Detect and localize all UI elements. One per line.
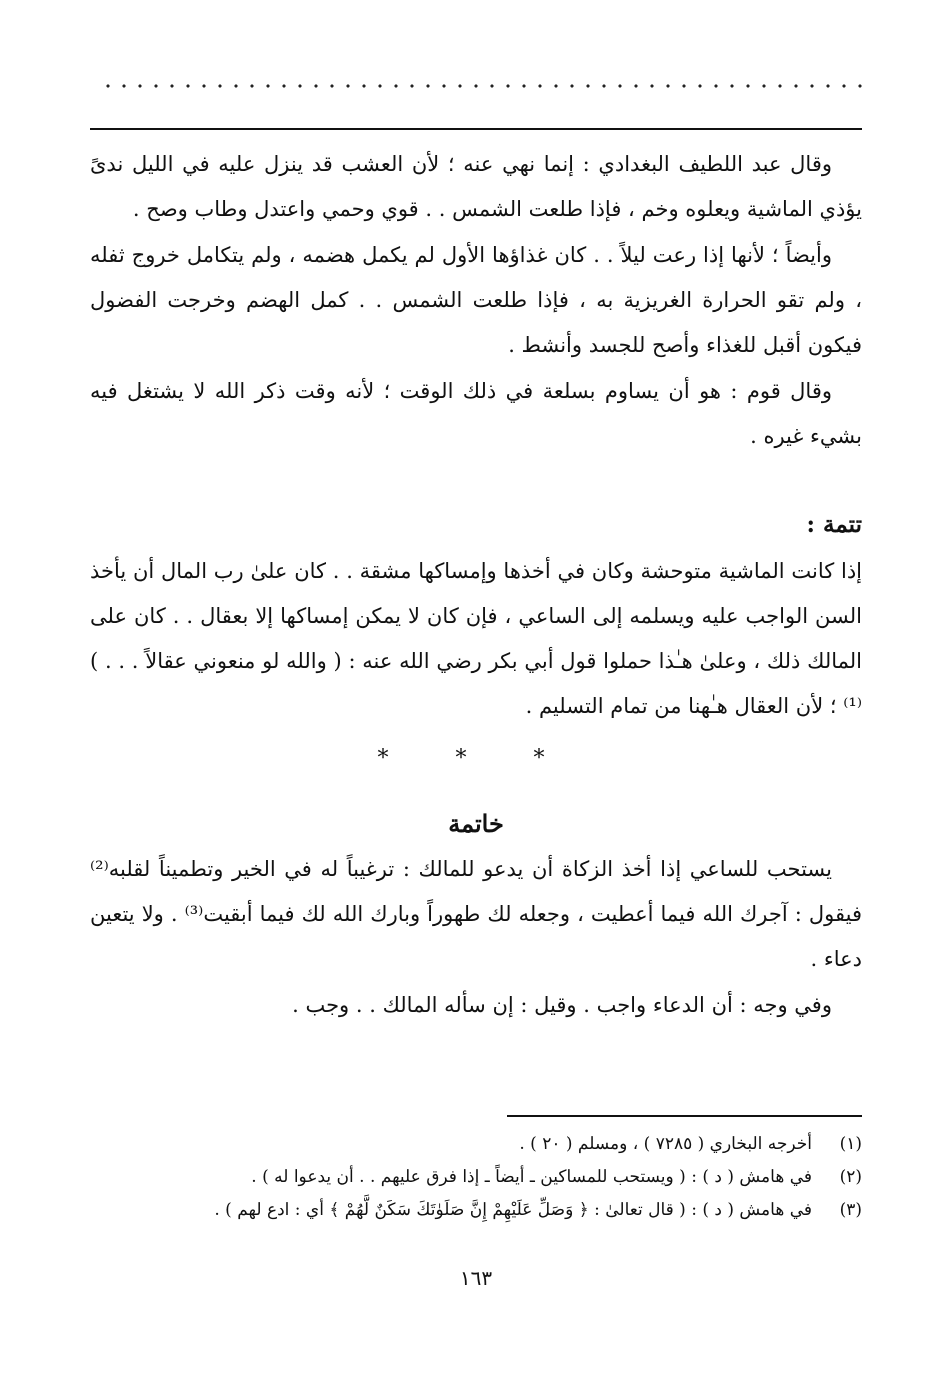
footnote-2 <box>90 1161 862 1194</box>
footnote-text: في هامش ( د ) : ( ويستحب للمساكين ـ أيضاً ـ إذا فرق عليهم . . أن يدعوا له ) . <box>251 1167 812 1187</box>
footnotes <box>90 1128 862 1227</box>
section-separator: * * * <box>377 746 575 771</box>
page-number: ١٦٣ <box>459 1266 493 1290</box>
dotted-header-rule <box>100 84 862 88</box>
main-text <box>90 142 862 1029</box>
footnote-number: (٢) <box>839 1167 862 1187</box>
tatimma-heading: تتمة : <box>806 511 862 538</box>
book-page <box>90 70 862 1330</box>
footnote-rule <box>507 1115 862 1117</box>
paragraph-qawm: وقال قوم : هو أن يساوم بسلعة في ذلك الوقت ؛ لأنه وقت ذكر الله لا يشتغل فيه بشيء غيره . <box>90 379 862 448</box>
header-rule <box>90 128 862 130</box>
footnote-number: (١) <box>839 1134 862 1154</box>
khatima-paragraph-1: يستحب للساعي إذا أخذ الزكاة أن يدعو للمالك : ترغيباً له في الخير وتطميناً لقلبه⁽²⁾ فيقول : آجرك الله فيما أعطيت ، وجعله لك طهوراً وبارك الله لك فيما أبقيت⁽³⁾ . ولا يتعين دعاء . <box>90 857 862 971</box>
tatimma-paragraph: إذا كانت الماشية متوحشة وكان في أخذها وإمساكها مشقة . . كان علىٰ رب المال أن يأخذ السن الواجب عليه ويسلمه إلى الساعي ، فإن كان لا يمكن إمساكها إلا بعقال . . كان على المالك ذلك ، وعلىٰ هـٰذا حملوا قول أبي بكر رضي الله عنه : ( والله لو منعوني عقالاً . . . )⁽¹⁾ ؛ لأن العقال هـٰهنا من تمام التسليم . <box>90 559 862 718</box>
khatima-paragraph-2: وفي وجه : أن الدعاء واجب . وقيل : إن سأله المالك . . وجب . <box>292 993 832 1017</box>
khatima-heading: خاتمة <box>448 809 504 838</box>
footnote-text: أخرجه البخاري ( ٧٢٨٥ ) ، ومسلم ( ٢٠ ) . <box>519 1134 812 1154</box>
footnote-text: في هامش ( د ) : ( قال تعالىٰ : ﴿ وَصَلِّ عَلَيْهِمْ إِنَّ صَلَوٰتَكَ سَكَنٌ لَّهُمْ ﴾ أي : ادع لهم ) . <box>214 1200 812 1220</box>
footnote-1 <box>90 1128 862 1161</box>
footnote-3 <box>90 1194 862 1227</box>
paragraph-baghdadi: وقال عبد اللطيف البغدادي : إنما نهي عنه ؛ لأن العشب قد ينزل عليه في الليل ندىً يؤذي الماشية ويعلوه وخم ، فإذا طلعت الشمس . . قوي وحمي واعتدل وطاب وصح . <box>90 152 862 221</box>
paragraph-ayдан: وأيضاً ؛ لأنها إذا رعت ليلاً . . كان غذاؤها الأول لم يكمل هضمه ، ولم يتكامل خروج ثفله ، ولم تقو الحرارة الغريزية به ، فإذا طلعت الشمس . . كمل الهضم وخرجت الفضول فيكون أقبل للغذاء وأصح للجسد وأنشط . <box>90 243 862 357</box>
footnote-number: (٣) <box>839 1200 862 1220</box>
